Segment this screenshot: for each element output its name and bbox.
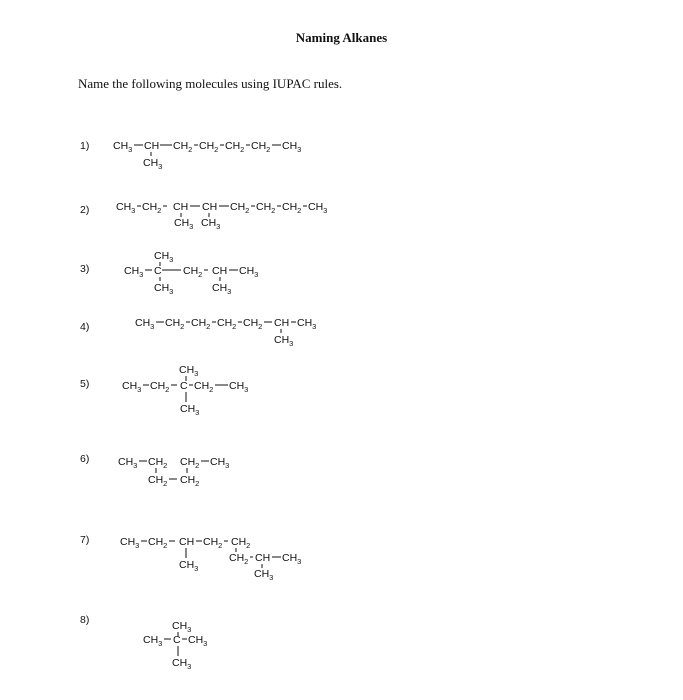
molecule-3-group-4: CH: [212, 265, 228, 277]
molecule-1-group-7: $CH_3$: [143, 157, 163, 171]
molecule-7-group-2: CH: [179, 536, 195, 548]
molecule-6-group-3: $CH_3$: [210, 456, 230, 470]
molecule-5-group-5: $CH_3$: [229, 380, 249, 394]
problem-number-2: 2): [80, 204, 90, 216]
molecule-4-group-1: $CH_2$: [165, 317, 185, 331]
molecule-7-group-3: $CH_2$: [203, 536, 223, 550]
problem-number-7: 7): [80, 534, 90, 546]
molecule-4-group-2: $CH_2$: [191, 317, 211, 331]
molecule-4-group-3: $CH_2$: [217, 317, 237, 331]
molecule-6-group-4: $CH_2$: [148, 474, 168, 488]
molecule-4-group-6: $CH_3$: [297, 317, 317, 331]
molecule-7-group-8: $CH_3$: [282, 552, 302, 566]
molecule-2-group-0: $CH_3$: [116, 201, 136, 215]
molecule-5-group-1: $CH_3$: [122, 380, 142, 394]
molecule-7-group-1: $CH_2$: [148, 536, 168, 550]
molecule-2-group-1: $CH_2$: [142, 201, 162, 215]
molecule-1-group-6: $CH_3$: [282, 140, 302, 154]
molecule-1-group-1: CH: [144, 140, 160, 152]
molecule-3-group-1: $CH_3$: [124, 265, 144, 279]
problem-number-3: 3): [80, 263, 90, 275]
molecule-5-group-0: $CH_3$: [179, 364, 199, 378]
problem-number-4: 4): [80, 321, 90, 333]
problem-number-8: 8): [80, 614, 90, 626]
molecule-6-group-5: $CH_2$: [180, 474, 200, 488]
molecule-5-group-2: $CH_2$: [150, 380, 170, 394]
molecule-3-group-6: $CH_3$: [154, 282, 174, 296]
molecule-5-group-6: $CH_3$: [180, 403, 200, 417]
molecule-5-group-3: C: [180, 380, 188, 392]
problem-number-1: 1): [80, 140, 90, 152]
molecule-6-group-1: $CH_2$: [148, 456, 168, 470]
problem-number-6: 6): [80, 453, 90, 465]
molecule-1-group-0: $CH_3$: [113, 140, 133, 154]
instructions: Name the following molecules using IUPAC rules.: [78, 76, 343, 91]
molecule-2-group-2: CH: [173, 201, 189, 213]
molecule-3-group-5: $CH_3$: [239, 265, 259, 279]
molecule-5-group-4: $CH_2$: [194, 380, 214, 394]
molecule-2-group-7: $CH_3$: [308, 201, 328, 215]
molecule-8-group-3: $CH_3$: [188, 634, 208, 648]
molecule-1-group-2: $CH_2$: [173, 140, 193, 154]
molecule-7-group-5: $CH_3$: [179, 559, 199, 573]
page-title: Naming Alkanes: [295, 30, 388, 45]
molecule-8-group-4: $CH_3$: [172, 657, 192, 671]
molecule-8-group-2: C: [173, 634, 181, 646]
molecule-7-group-7: CH: [255, 552, 271, 564]
molecule-7-group-9: $CH_3$: [254, 568, 274, 582]
problem-number-5: 5): [80, 378, 90, 390]
molecule-6-group-2: $CH_2$: [180, 456, 200, 470]
molecule-1-group-3: $CH_2$: [199, 140, 219, 154]
molecule-7-group-6: $CH_2$: [229, 552, 249, 566]
molecule-4-group-4: $CH_2$: [243, 317, 263, 331]
molecule-2-group-9: $CH_3$: [201, 217, 221, 231]
molecule-3-group-7: $CH_3$: [212, 282, 232, 296]
molecule-6-group-0: $CH_3$: [118, 456, 138, 470]
molecule-2-group-3: CH: [202, 201, 218, 213]
molecule-4-group-7: $CH_3$: [274, 334, 294, 348]
molecule-3-group-3: $CH_2$: [183, 265, 203, 279]
molecule-8-group-0: $CH_3$: [172, 620, 192, 634]
molecule-8-group-1: $CH_3$: [143, 634, 163, 648]
molecule-2-group-4: $CH_2$: [230, 201, 250, 215]
molecule-2-group-5: $CH_2$: [256, 201, 276, 215]
molecule-4-group-0: $CH_3$: [135, 317, 155, 331]
molecule-3-group-0: $CH_3$: [154, 250, 174, 264]
molecule-7-group-0: $CH_3$: [120, 536, 140, 550]
molecule-7-group-4: $CH_2$: [231, 536, 251, 550]
molecule-2-group-6: $CH_2$: [282, 201, 302, 215]
molecule-1-group-5: $CH_2$: [251, 140, 271, 154]
molecule-3-group-2: C: [154, 265, 162, 277]
molecule-1-group-4: $CH_2$: [225, 140, 245, 154]
molecule-4-group-5: CH: [274, 317, 290, 329]
molecule-2-group-8: $CH_3$: [174, 217, 194, 231]
